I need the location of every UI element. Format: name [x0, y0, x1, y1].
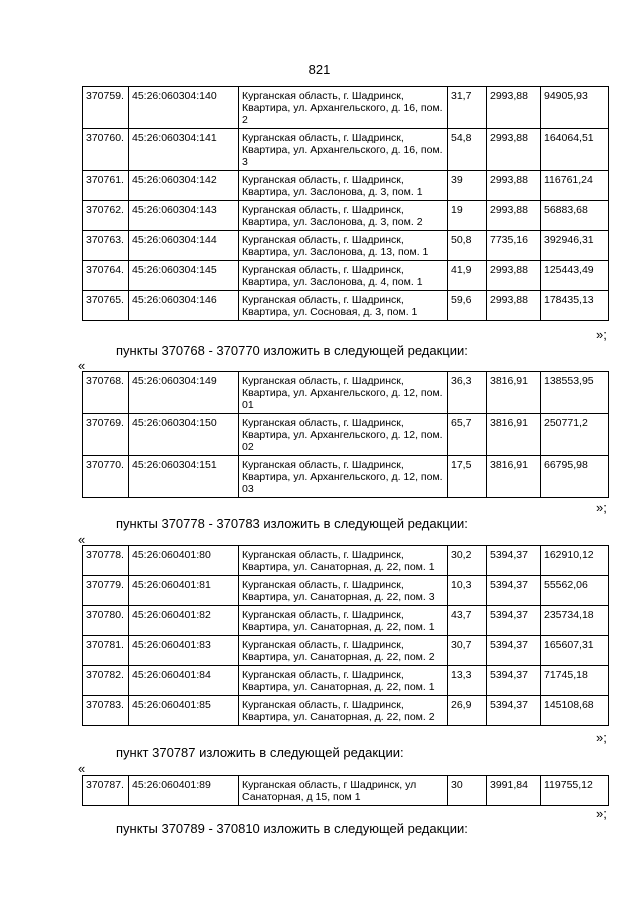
unit-value-cell: 5394,37 [487, 606, 541, 636]
item-number-cell: 370761. [83, 171, 129, 201]
unit-value-cell: 5394,37 [487, 666, 541, 696]
cadastral-number-cell: 45:26:060304:149 [129, 372, 239, 414]
cadastral-value-cell: 162910,12 [541, 546, 609, 576]
cadastral-number-cell: 45:26:060304:144 [129, 231, 239, 261]
table-row [83, 606, 609, 636]
address-cell: Курганская область, г. Шадринск, Квартира, ул. Санаторная, д. 22, пом. 3 [239, 576, 448, 606]
area-cell: 59,6 [448, 291, 487, 321]
address-cell: Курганская область, г. Шадринск, Квартира, ул. Заслонова, д. 3, пом. 1 [239, 171, 448, 201]
cadastral-value-cell: 94905,93 [541, 87, 609, 129]
address-cell: Курганская область, г. Шадринск, Квартира, ул. Архангельского, д. 12, пом. 03 [239, 456, 448, 498]
table-row [83, 414, 609, 456]
item-number-cell: 370782. [83, 666, 129, 696]
item-number-cell: 370762. [83, 201, 129, 231]
item-number-cell: 370770. [83, 456, 129, 498]
unit-value-cell: 2993,88 [487, 171, 541, 201]
opening-quote: « [78, 532, 86, 547]
item-number-cell: 370768. [83, 372, 129, 414]
paragraph: пункт 370787 изложить в следующей редакции: [116, 745, 404, 760]
cadastral-number-cell: 45:26:060304:150 [129, 414, 239, 456]
table-body [83, 372, 609, 498]
unit-value-cell: 5394,37 [487, 576, 541, 606]
table-row [83, 576, 609, 606]
table-row [83, 456, 609, 498]
cadastral-value-cell: 250771,2 [541, 414, 609, 456]
address-cell: Курганская область, г. Шадринск, Квартира, ул. Санаторная, д. 22, пом. 1 [239, 606, 448, 636]
address-cell: Курганская область, г. Шадринск, Квартира, ул. Заслонова, д. 4, пом. 1 [239, 261, 448, 291]
address-cell: Курганская область, г. Шадринск, Квартира, ул. Санаторная, д. 22, пом. 1 [239, 666, 448, 696]
cadastral-number-cell: 45:26:060401:83 [129, 636, 239, 666]
opening-quote: « [78, 761, 86, 776]
area-cell: 36,3 [448, 372, 487, 414]
area-cell: 50,8 [448, 231, 487, 261]
table-row [83, 666, 609, 696]
address-cell: Курганская область, г. Шадринск, Квартира, ул. Архангельского, д. 16, пом. 2 [239, 87, 448, 129]
page-number: 821 [308, 62, 331, 77]
area-cell: 13,3 [448, 666, 487, 696]
address-cell: Курганская область, г. Шадринск, Квартира, ул. Санаторная, д. 22, пом. 1 [239, 546, 448, 576]
address-cell: Курганская область, г. Шадринск, Квартира, ул. Архангельского, д. 16, пом. 3 [239, 129, 448, 171]
cadastral-number-cell: 45:26:060304:146 [129, 291, 239, 321]
item-number-cell: 370769. [83, 414, 129, 456]
cadastral-value-cell: 145108,68 [541, 696, 609, 726]
item-number-cell: 370763. [83, 231, 129, 261]
cadastral-number-cell: 45:26:060401:85 [129, 696, 239, 726]
paragraph: пункты 370778 - 370783 изложить в следующей редакции: [116, 516, 468, 531]
area-cell: 43,7 [448, 606, 487, 636]
table-row [83, 231, 609, 261]
cadastral-value-cell: 392946,31 [541, 231, 609, 261]
table-body [83, 776, 609, 806]
data-table [82, 775, 609, 806]
item-number-cell: 370778. [83, 546, 129, 576]
table-body [83, 546, 609, 726]
cadastral-number-cell: 45:26:060304:151 [129, 456, 239, 498]
item-number-cell: 370779. [83, 576, 129, 606]
address-cell: Курганская область, г. Шадринск, Квартира, ул. Заслонова, д. 13, пом. 1 [239, 231, 448, 261]
unit-value-cell: 7735,16 [487, 231, 541, 261]
cadastral-number-cell: 45:26:060304:145 [129, 261, 239, 291]
address-cell: Курганская область, г. Шадринск, Квартира, ул. Архангельского, д. 12, пом. 01 [239, 372, 448, 414]
unit-value-cell: 2993,88 [487, 261, 541, 291]
unit-value-cell: 2993,88 [487, 87, 541, 129]
unit-value-cell: 3816,91 [487, 456, 541, 498]
item-number-cell: 370780. [83, 606, 129, 636]
address-cell: Курганская область, г. Шадринск, Квартира, ул. Архангельского, д. 12, пом. 02 [239, 414, 448, 456]
cadastral-value-cell: 178435,13 [541, 291, 609, 321]
area-cell: 26,9 [448, 696, 487, 726]
data-table [82, 371, 609, 498]
area-cell: 30,7 [448, 636, 487, 666]
cadastral-number-cell: 45:26:060304:142 [129, 171, 239, 201]
data-table [82, 86, 609, 321]
item-number-cell: 370764. [83, 261, 129, 291]
area-cell: 30,2 [448, 546, 487, 576]
table-row [83, 696, 609, 726]
unit-value-cell: 5394,37 [487, 636, 541, 666]
address-cell: Курганская область, г. Шадринск, Квартира, ул. Заслонова, д. 3, пом. 2 [239, 201, 448, 231]
cadastral-value-cell: 66795,98 [541, 456, 609, 498]
cadastral-value-cell: 125443,49 [541, 261, 609, 291]
area-cell: 10,3 [448, 576, 487, 606]
area-cell: 19 [448, 201, 487, 231]
closing-quote: »; [596, 806, 607, 821]
item-number-cell: 370760. [83, 129, 129, 171]
cadastral-value-cell: 138553,95 [541, 372, 609, 414]
data-table [82, 545, 609, 726]
unit-value-cell: 3816,91 [487, 414, 541, 456]
item-number-cell: 370759. [83, 87, 129, 129]
cadastral-value-cell: 235734,18 [541, 606, 609, 636]
cadastral-number-cell: 45:26:060304:141 [129, 129, 239, 171]
area-cell: 17,5 [448, 456, 487, 498]
cadastral-number-cell: 45:26:060304:143 [129, 201, 239, 231]
area-cell: 65,7 [448, 414, 487, 456]
unit-value-cell: 2993,88 [487, 129, 541, 171]
opening-quote: « [78, 358, 86, 373]
closing-quote: »; [596, 327, 607, 342]
closing-quote: »; [596, 500, 607, 515]
cadastral-number-cell: 45:26:060401:81 [129, 576, 239, 606]
unit-value-cell: 5394,37 [487, 696, 541, 726]
cadastral-number-cell: 45:26:060401:89 [129, 776, 239, 806]
item-number-cell: 370783. [83, 696, 129, 726]
table-row [83, 372, 609, 414]
table-row [83, 776, 609, 806]
address-cell: Курганская область, г. Шадринск, Квартира, ул. Сосновая, д. 3, пом. 1 [239, 291, 448, 321]
cadastral-value-cell: 119755,12 [541, 776, 609, 806]
cadastral-number-cell: 45:26:060401:82 [129, 606, 239, 636]
unit-value-cell: 5394,37 [487, 546, 541, 576]
table-row [83, 261, 609, 291]
item-number-cell: 370787. [83, 776, 129, 806]
table-row [83, 546, 609, 576]
paragraph: пункты 370768 - 370770 изложить в следующей редакции: [116, 343, 468, 358]
cadastral-number-cell: 45:26:060401:84 [129, 666, 239, 696]
item-number-cell: 370765. [83, 291, 129, 321]
cadastral-value-cell: 116761,24 [541, 171, 609, 201]
area-cell: 41,9 [448, 261, 487, 291]
unit-value-cell: 3816,91 [487, 372, 541, 414]
area-cell: 30 [448, 776, 487, 806]
unit-value-cell: 3991,84 [487, 776, 541, 806]
unit-value-cell: 2993,88 [487, 291, 541, 321]
table-row [83, 201, 609, 231]
address-cell: Курганская область, г. Шадринск, Квартира, ул. Санаторная, д. 22, пом. 2 [239, 636, 448, 666]
table-row [83, 636, 609, 666]
item-number-cell: 370781. [83, 636, 129, 666]
cadastral-value-cell: 164064,51 [541, 129, 609, 171]
table-row [83, 129, 609, 171]
table-row [83, 171, 609, 201]
cadastral-value-cell: 165607,31 [541, 636, 609, 666]
table-body [83, 87, 609, 321]
unit-value-cell: 2993,88 [487, 201, 541, 231]
cadastral-value-cell: 56883,68 [541, 201, 609, 231]
address-cell: Курганская область, г Шадринск, ул Санаторная, д 15, пом 1 [239, 776, 448, 806]
cadastral-number-cell: 45:26:060304:140 [129, 87, 239, 129]
cadastral-number-cell: 45:26:060401:80 [129, 546, 239, 576]
area-cell: 31,7 [448, 87, 487, 129]
area-cell: 54,8 [448, 129, 487, 171]
closing-quote: »; [596, 730, 607, 745]
table-row [83, 291, 609, 321]
area-cell: 39 [448, 171, 487, 201]
address-cell: Курганская область, г. Шадринск, Квартира, ул. Санаторная, д. 22, пом. 2 [239, 696, 448, 726]
cadastral-value-cell: 71745,18 [541, 666, 609, 696]
paragraph: пункты 370789 - 370810 изложить в следующей редакции: [116, 821, 468, 836]
table-row [83, 87, 609, 129]
cadastral-value-cell: 55562,06 [541, 576, 609, 606]
